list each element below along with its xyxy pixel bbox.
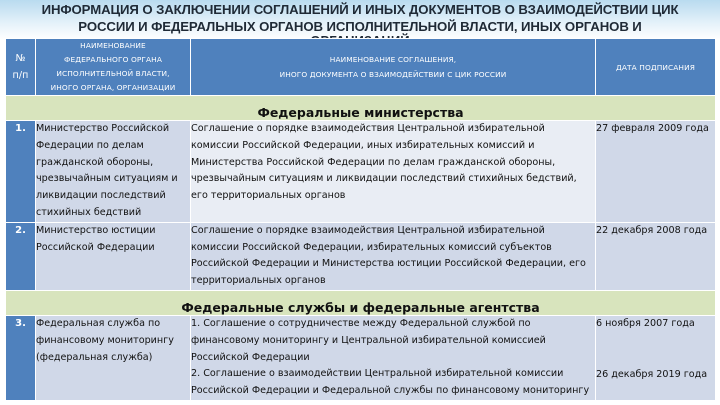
org-name: Федеральная служба по финансовому мониторингу (федеральная служба) [36,315,191,400]
org-name: Министерство Российской Федерации по делам гражданской обороны, чрезвычайным ситуациям и ликвидации последствий стихийных бедствий [36,121,191,223]
agreement-cell [191,315,596,400]
table-row [6,121,716,223]
row-number: 1. [6,121,36,223]
row-number: 2. [6,222,36,290]
header-agreement-line: НАИМЕНОВАНИЕ СОГЛАШЕНИЯ, [329,55,457,64]
section-row [6,96,716,121]
section-row [6,290,716,315]
section-label: Федеральные службы и федеральные агентства [181,299,540,315]
agreement-name: Соглашение о порядке взаимодействия Центральной избирательной комиссии Российской Федерации, иных избирательных комиссий и Министерства Российской Федерации по делам гражданской обороны, чрезвычайным ситуациям и ликвидации последствий стихийных бедствий, его территориальных органов [191,121,596,223]
header-org-line: ИНОГО ОРГАНА, ОРГАНИЗАЦИИ [50,83,176,92]
section-federal-services [6,290,716,315]
header-agreement [191,39,596,96]
agreement-name: 1. Соглашение о сотрудничестве между Федеральной службой по финансовому мониторингу и Центральной избирательной комиссией Российской Федерации [191,317,546,363]
agreement-name: Соглашение о порядке взаимодействия Центральной избирательной комиссии Российской Федерации, избирательных комиссий субъектов Российской Федерации и Министерства юстиции Российской Федерации, его территориальных органов [191,222,596,290]
table-row [6,222,716,290]
table-header-row [6,39,716,96]
agreements-table [5,38,716,401]
section-federal-ministries [6,96,716,121]
date-cell [596,315,716,400]
signing-date: 26 декабря 2019 года [596,368,708,380]
signing-date: 22 декабря 2008 года [596,222,716,290]
title-line-2: РОССИИ И ФЕДЕРАЛЬНЫХ ОРГАНОВ ИСПОЛНИТЕЛЬНОЙ ВЛАСТИ, ИНЫХ ОРГАНОВ И [78,19,642,34]
row-number: 3. [6,315,36,400]
agreement-name: 2. Соглашение о взаимодействии Центральной избирательной комиссии Российской Федерации и Федеральной службы по финансовому мониторингу [191,368,590,397]
header-date: ДАТА ПОДПИСАНИЯ [596,39,716,96]
header-org-line: ИСПОЛНИТЕЛЬНОЙ ВЛАСТИ, [56,69,170,78]
header-num-line: п/п [12,70,29,81]
title-line-1: ИНФОРМАЦИЯ О ЗАКЛЮЧЕНИИ СОГЛАШЕНИЙ И ИНЫХ ДОКУМЕНТОВ О ВЗАИМОДЕЙСТВИИ ЦИК [41,2,679,17]
header-num-line: № [15,53,26,64]
signing-date: 6 ноября 2007 года [596,317,695,329]
header-num [6,39,36,96]
signing-date: 27 февраля 2009 года [596,121,716,223]
table-row [6,315,716,400]
header-org-line: НАИМЕНОВАНИЕ [80,41,146,50]
header-org [36,39,191,96]
page-title [0,1,720,35]
header-org-line: ФЕДЕРАЛЬНОГО ОРГАНА [63,55,162,64]
org-name: Министерство юстиции Российской Федерации [36,222,191,290]
header-agreement-line: ИНОГО ДОКУМЕНТА О ВЗАИМОДЕЙСТВИИ С ЦИК РОССИИ [279,70,507,79]
section-label: Федеральные министерства [257,105,464,120]
